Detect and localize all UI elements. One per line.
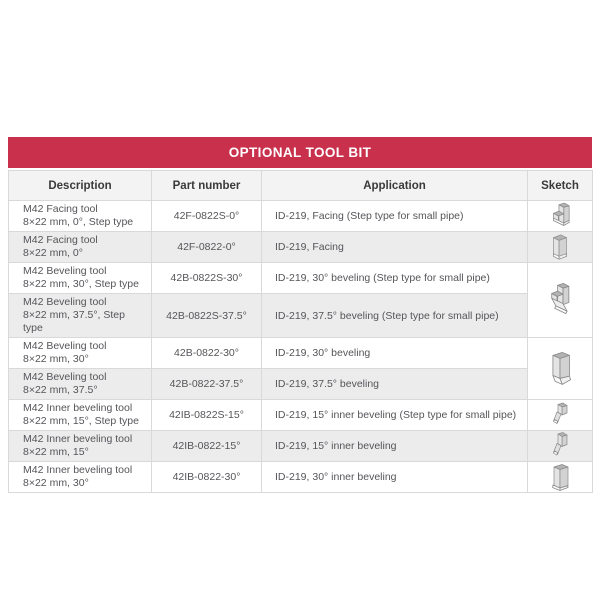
sketch-cell [528,263,593,338]
header-row [9,171,593,201]
application-cell: ID-219, Facing [262,232,528,263]
table-row [9,338,593,369]
sketch-facing-step-icon [548,202,572,230]
part-number-cell: 42F-0822-0° [152,232,262,263]
application-cell: ID-219, 30° beveling (Step type for small pipe) [262,263,528,294]
table-row [9,369,593,400]
application-cell: ID-219, 37.5° beveling (Step type for small pipe) [262,294,528,338]
part-number-cell: 42B-0822S-37.5° [152,294,262,338]
tool-bit-spec-table [8,170,593,493]
column-header-application: Application [262,171,528,201]
description-cell: M42 Inner beveling tool 8×22 mm, 15°, Step type [9,400,152,431]
column-header-sketch: Sketch [528,171,593,201]
application-cell: ID-219, 30° inner beveling [262,462,528,493]
application-cell: ID-219, 15° inner beveling (Step type for small pipe) [262,400,528,431]
sketch-cell [528,232,593,263]
application-cell: ID-219, 30° beveling [262,338,528,369]
description-cell: M42 Beveling tool 8×22 mm, 30° [9,338,152,369]
part-number-cell: 42IB-0822-15° [152,431,262,462]
column-header-description: Description [9,171,152,201]
sketch-beveling-step-icon [547,282,573,318]
table-row [9,263,593,294]
sketch-inner-beveling-step-icon [549,402,571,429]
sketch-inner-beveling-icon [549,432,571,460]
application-cell: ID-219, 37.5° beveling [262,369,528,400]
table-row [9,431,593,462]
description-cell: M42 Beveling tool 8×22 mm, 30°, Step type [9,263,152,294]
part-number-cell: 42IB-0822-30° [152,462,262,493]
description-cell: M42 Facing tool 8×22 mm, 0°, Step type [9,201,152,232]
sketch-cell [528,400,593,431]
sketch-cell [528,338,593,400]
part-number-cell: 42B-0822-37.5° [152,369,262,400]
sketch-cell [528,431,593,462]
sketch-facing-icon [548,233,572,261]
optional-tool-bit-table [8,137,592,493]
sketch-inner-beveling-30-icon [548,463,572,492]
table-row [9,294,593,338]
description-cell: M42 Beveling tool 8×22 mm, 37.5°, Step type [9,294,152,338]
description-cell: M42 Inner beveling tool 8×22 mm, 30° [9,462,152,493]
table-title-banner [8,137,592,168]
column-header-part-number: Part number [152,171,262,201]
table-row [9,400,593,431]
part-number-cell: 42B-0822-30° [152,338,262,369]
application-cell: ID-219, Facing (Step type for small pipe) [262,201,528,232]
description-cell: M42 Facing tool 8×22 mm, 0° [9,232,152,263]
application-cell: ID-219, 15° inner beveling [262,431,528,462]
sketch-beveling-icon [547,350,573,388]
sketch-cell [528,201,593,232]
part-number-cell: 42B-0822S-30° [152,263,262,294]
table-title: OPTIONAL TOOL BIT [228,145,372,160]
description-cell: M42 Inner beveling tool 8×22 mm, 15° [9,431,152,462]
table-row [9,462,593,493]
part-number-cell: 42IB-0822S-15° [152,400,262,431]
part-number-cell: 42F-0822S-0° [152,201,262,232]
table-row [9,201,593,232]
sketch-cell [528,462,593,493]
table-row [9,232,593,263]
description-cell: M42 Beveling tool 8×22 mm, 37.5° [9,369,152,400]
